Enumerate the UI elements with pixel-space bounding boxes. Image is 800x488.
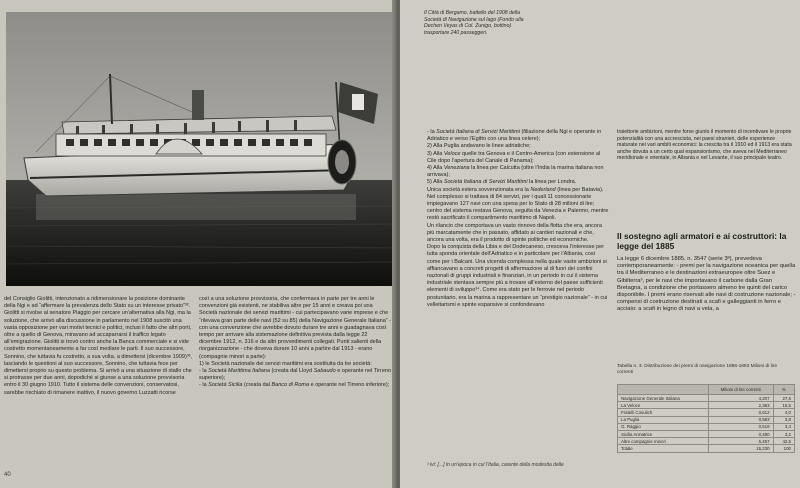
table-cell: 27,6 — [773, 395, 794, 402]
left-page — [0, 0, 396, 488]
table-cell: Sicilia Armatrice — [618, 430, 709, 437]
table-header: % — [773, 385, 794, 395]
list-item: - la Società Italiana di Servizi Marittimi (filiazione della Ngi e operante in Adriatico e verso l’Egitto con una linea celere); — [427, 129, 602, 143]
body-text: del Consiglio Giolitti, intenzionato a ridimensionare la posizione dominante della Ngi e ad “affermare la prevalenza dello Stato su un interesse privato”³². Giolitti si rivolse al senatore Piaggio per cercare un’alternativa alla Ngi, ma la soluzione, che arrivò alla discussione in parlamento nel 1908 suscitò una vasta opposizione per vari motivi tecnici e politici, inclusi il fatto che altri porti, oltre a quello di Genova, miravano ad accaparrarsi il traffico legato all’emigrazione. Giolitti si trovò contro anche la Banca commerciale e si vide costretto momentaneamente a far così mediare le parti. Il suo successore, Sonnino, che tuttavia fu costretto, a sua volta, a dimettersi (dicembre 1909)³³, lasciando le questioni al suo successore, Sonnino, che tuttavia fece per dimettersi proprio su questo problema. Si arrivò a una situazione di stallo che si protrasse per due anni, dopodiché si giunse a una soluzione provvisoria entro il 30 giugno 1910. Tutto il sistema delle convenzioni, conservatosi, sarebbe rischiato di rimanere inattivo, il nuovo governo Luzzatti ricorse — [4, 296, 193, 396]
table-cell: Fratelli Cosulich — [618, 409, 709, 416]
list-item: 4) Alla Veneziana la linea per Calcutta (oltre l’India la marina italiana non arrivava); — [427, 165, 604, 179]
table-cell: 0,518 — [708, 423, 773, 430]
section-heading: Il sostegno agli armatori e ai costruttori: la legge del 1885 — [617, 231, 787, 251]
right-column-a — [427, 129, 610, 309]
table-cell: 15,230 — [708, 445, 773, 452]
table-header-row — [618, 385, 795, 395]
list-item: - la Società Sicilia (creata dal Banco di Roma e operante nel Tirreno inferiore); — [199, 382, 390, 389]
table-row — [618, 409, 795, 416]
table-cell: 0,490 — [708, 430, 773, 437]
table-cell: 0,612 — [708, 409, 773, 416]
table-cell: La Veloce — [618, 402, 709, 409]
table-cell: 100 — [773, 445, 794, 452]
page-number: 40 — [4, 472, 11, 478]
table-caption: Tabella n. 3. Distribuzione dei premi di navigazione 1886-1893 Milioni di lire correnti — [617, 364, 777, 375]
table-cell: 4,0 — [773, 409, 794, 416]
table-row — [618, 402, 795, 409]
table-cell: 2,363 — [708, 402, 773, 409]
table-row — [618, 423, 795, 430]
list-item: - la Società Marittima Italiana (creata dal Lloyd Sabaudo e operante nel Tirreno superiore); — [199, 368, 392, 382]
table-cell: Totale — [618, 445, 709, 452]
table-cell: 3,8 — [773, 416, 794, 423]
table-cell: 15,5 — [773, 402, 794, 409]
footnote: ³ ivi: [...] in un’epoca in cui l’Italia, carente della modestia delle — [427, 462, 564, 468]
ship-illustration — [6, 12, 392, 286]
premium-table — [617, 384, 795, 453]
table-cell: 4,207 — [708, 395, 773, 402]
body-text: traiettorie ambizioni, mentre forse giunto il momento di incentivare le proprie potenzialità con una accresciuta, nei paesi stranieri, delle esperienze maturate nei vari ambiti economici: la crescita tra il 1910 ed il 1913 era stata anche dovuta a un certo qual espansionismo, che aveva nel Mediterraneo meridionale e orientale, in Albania e nel Levante, il suo principale teatro. — [617, 129, 792, 162]
right-column-b-top — [617, 129, 793, 162]
body-text: Unica società estera sovvenzionata era la Nederland (linea per Batavia). — [427, 186, 604, 193]
left-column-a — [4, 296, 192, 397]
left-column-b — [199, 296, 391, 390]
table-cell: 3,4 — [773, 423, 794, 430]
table-row — [618, 416, 795, 423]
list-item: 3) Alla Veloce quelle tra Genova e il Centro-America (con estensione al Cile dopo l’apertura del Canale di Panama); — [427, 150, 601, 164]
body-text: Nel complesso si trattava di 84 servizi, per i quali 11 concessionarie impiegavano 127 navi con una spesa per lo Stato di 28 milioni di lire; centro del sistema restava Genova, seguita da Venezia e Palermo, mentre restò sacrificato il compartimento marittimo di Napoli. — [427, 193, 609, 222]
body-text: così a una soluzione provvisoria, che confermava in parte per tre anni le convenzioni già esistenti, ne stabiliva altre per 15 anni e creava poi una Società nazionale dei servizi marittimi - cui partecipavano varie imprese e che “rilevava gran parte delle navi (52 su 85) della Navigazione Generale Italiana” - con una convenzione che avrebbe dovuto durare tre anni e guadagnava così tempo per arrivare alla sistemazione definitiva prevista dalla legge 22 dicembre 1912, n. 316 e da altri provvedimenti collegati. Punti salienti della riorganizzazione - che doveva durare 10 anni a partire dal 1913 - erano (compagnie minori a parte): — [199, 296, 391, 360]
body-text: La legge 6 dicembre 1885, n. 3547 (serie 3ª), prevedeva contemporaneamente: - premi per la navigazione oceanica per quella tra il Mediterraneo e le destinazioni extraeuropee oltre Suez e Gibilterra³, per le navi che importavano il carbone dalla Gran Bretagna, a condizione che portassero almeno tre quinti del carico disponibile. I premi erano riservati alle navi di costruzione nazionale; - compensi di costruzione destinati a scafi e galleggianti in ferro e acciaio: a scafi in legno di navi a vela, a — [617, 256, 796, 313]
list-item: 2) Alla Puglia andavano le linee adriatiche; — [427, 143, 531, 150]
table-row — [618, 430, 795, 437]
table-cell: 0,583 — [708, 416, 773, 423]
right-column-b — [617, 256, 797, 314]
list-item: 5) Alla Società Italiana di Servizi Marittimi la linea per Londra. — [427, 179, 577, 186]
table-cell: Navigazione Generale Italiana — [618, 395, 709, 402]
table-cell: 6,457 — [708, 438, 773, 445]
steamship-photo — [6, 12, 392, 286]
table-cell: 3,2 — [773, 430, 794, 437]
table-row — [618, 445, 795, 452]
table-cell: La Puglia — [618, 416, 709, 423]
table-header — [618, 385, 709, 395]
table-header: Milioni di lire correnti — [708, 385, 773, 395]
body-text: Dopo la conquista della Libia e del Dodecaneso, cresceva l’interesse per tutta sponda orientale dell’Adriatico e in particolare per l’Albania, così come per i Balcani. Una vicenda complessa nella quale vaste ambizioni si affiancavano a concreti progetti di affermazione al di fuori dei confini nazionali di gruppi industriali e finanziari, in un periodo in cui il sistema industriale stentava sempre più a trovare all’esterno del paese sufficienti elementi di sviluppo³⁴. Come era stato per le ferrovie nel periodo postunitario, era la marina a rappresentare un “prestigio nazionale” - in cui velleitarismi e spinte espansive si confondevano — [427, 244, 608, 308]
table-row — [618, 438, 795, 445]
body-text: Un rilancio che comportava un vasto rinnovo della flotta che era, ancora più marcatamente che in passato, affidato ai cantieri nazionali e che, ancora una volta, era il prodotto di spinte politiche ed economiche. — [427, 222, 602, 244]
table-cell: 42,5 — [773, 438, 794, 445]
table-row — [618, 395, 795, 402]
list-item: 1) le Società nazionale dei servizi marittimi era sostituita da tre società: — [199, 360, 372, 367]
table-cell: Altre compagnie minori — [618, 438, 709, 445]
table-cell: G. Raggio — [618, 423, 709, 430]
photo-caption: Il Città di Bergamo, battello del 1908 della Società di Navigazione sul lago (Fondo ulla Dechen Veyas di Col. Zunigo, bottino) trasportare 240 passeggeri. — [424, 10, 524, 36]
